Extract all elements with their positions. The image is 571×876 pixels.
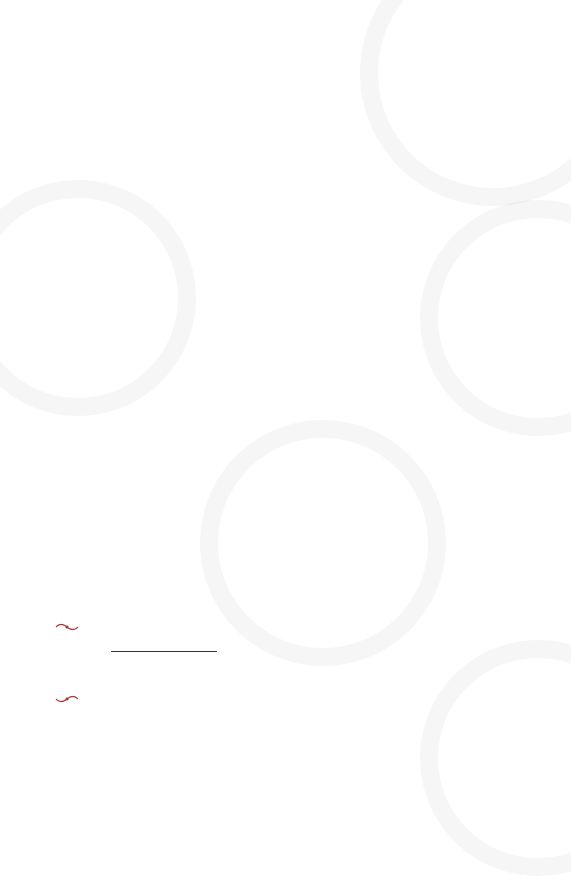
text-line (111, 203, 473, 231)
footnote-rule (111, 651, 217, 652)
body-text (111, 91, 473, 567)
text-line (111, 343, 473, 371)
text-line (111, 455, 473, 483)
text-line (111, 539, 473, 567)
text-line (111, 399, 473, 427)
ornament-icon (54, 694, 80, 704)
text-line (111, 175, 473, 203)
text-line (111, 483, 473, 511)
text-line (111, 427, 473, 455)
ornament-icon (54, 622, 80, 632)
text-line (111, 91, 473, 119)
text-line (111, 259, 473, 287)
text-line (111, 287, 473, 315)
text-line (111, 119, 473, 147)
text-line (111, 231, 473, 259)
text-line (111, 371, 473, 399)
text-line (111, 147, 473, 175)
watermark-circle (420, 640, 571, 876)
text-line (111, 511, 473, 539)
text-line (111, 315, 473, 343)
